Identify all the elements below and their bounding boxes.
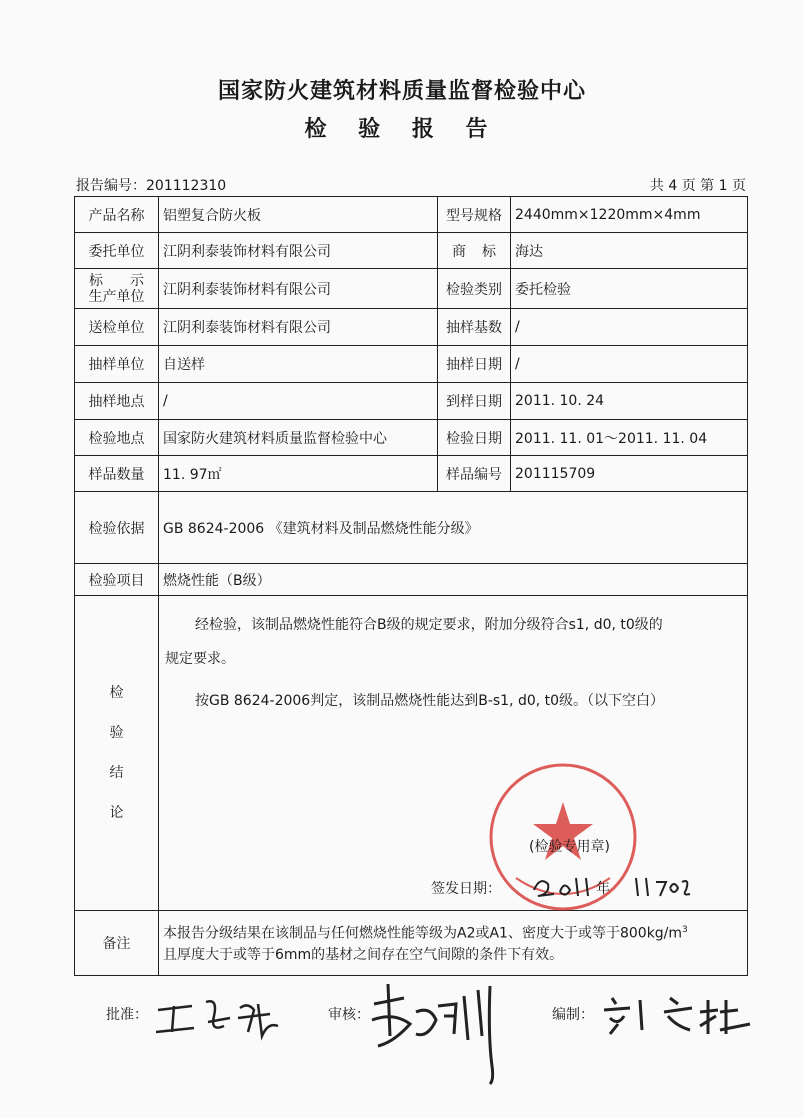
producer-label-a: 标 — [89, 272, 103, 289]
arrive-date-label: 到样日期 — [438, 383, 511, 420]
remark-label: 备注 — [75, 911, 159, 976]
table-row — [75, 911, 748, 976]
sample-date-value: / — [511, 346, 748, 383]
remark-text-2: 且厚度大于或等于6mm的基材之间存在空气间隙的条件下有效。 — [163, 946, 564, 963]
quantity-value: 11. 97㎡ — [159, 456, 438, 492]
table-row — [75, 383, 748, 420]
sample-no-value: 201115709 — [511, 456, 748, 492]
table-row — [75, 420, 748, 456]
brand-label-a: 商 — [452, 243, 466, 260]
producer-label — [75, 269, 159, 309]
table-row — [75, 456, 748, 492]
table-row — [75, 346, 748, 383]
quantity-label: 样品数量 — [75, 456, 159, 492]
document-title: 检 验 报 告 — [304, 117, 500, 142]
basis-label: 检验依据 — [75, 492, 159, 564]
reviewer-signature — [364, 976, 504, 1086]
conclusion-paragraph-2: 按GB 8624-2006判定，该制品燃烧性能达到B-s1, d0, t0级。（以下空白） — [195, 693, 665, 709]
sample-date-label: 抽样日期 — [438, 346, 511, 383]
product-name-value: 铝塑复合防火板 — [159, 197, 438, 233]
sampler-value: 自送样 — [159, 346, 438, 383]
table-row — [75, 197, 748, 233]
table-row — [75, 269, 748, 309]
brand-label-b: 标 — [482, 243, 496, 260]
model-value: 2440mm×1220mm×4mm — [511, 197, 748, 233]
product-name-label: 产品名称 — [75, 197, 159, 233]
table-row — [75, 492, 748, 564]
sample-place-value: / — [159, 383, 438, 420]
table-row — [75, 309, 748, 346]
producer-value: 江阴利泰装饰材料有限公司 — [159, 269, 438, 309]
sample-base-label: 抽样基数 — [438, 309, 511, 346]
remark-text-1: 本报告分级结果在该制品与任何燃烧性能等级为A2或A1、密度大于或等于800kg/m — [163, 925, 683, 942]
sample-place-label: 抽样地点 — [75, 383, 159, 420]
test-place-value: 国家防火建筑材料质量监督检验中心 — [159, 420, 438, 456]
conclusion-body — [159, 596, 748, 911]
sample-base-value: / — [511, 309, 748, 346]
sampler-label: 抽样单位 — [75, 346, 159, 383]
test-place-label: 检验地点 — [75, 420, 159, 456]
conclusion-label-3: 结 — [109, 765, 124, 781]
test-date-label: 检验日期 — [438, 420, 511, 456]
approve-label: 批准： — [106, 1007, 148, 1023]
table-row — [75, 564, 748, 596]
conclusion-label — [75, 596, 159, 911]
client-value: 江阴利泰装饰材料有限公司 — [159, 233, 438, 269]
test-date-value: 2011. 11. 01～2011. 11. 04 — [511, 420, 748, 456]
item-value: 燃烧性能（B级） — [159, 564, 748, 596]
issue-date-year-char: 年 — [596, 881, 610, 897]
conclusion-paragraph-1: 经检验，该制品燃烧性能符合B级的规定要求，附加分级符合s1, d0, t0级的 — [195, 617, 663, 633]
sample-no-label: 样品编号 — [438, 456, 511, 492]
arrive-date-value: 2011. 10. 24 — [511, 383, 748, 420]
report-number: 报告编号：201112310 — [76, 178, 227, 194]
remark-value — [159, 911, 748, 976]
producer-label-b: 示 — [130, 272, 144, 289]
seal-caption: (检验专用章) — [529, 839, 610, 855]
conclusion-label-4: 论 — [109, 805, 124, 821]
issue-date-label: 签发日期： — [431, 881, 501, 897]
brand-value: 海达 — [511, 233, 748, 269]
page-count: 共 4 页 第 1 页 — [649, 178, 746, 194]
review-label: 审核： — [328, 1007, 370, 1023]
conclusion-label-1: 检 — [109, 685, 124, 701]
sender-label: 送检单位 — [75, 309, 159, 346]
remark-superscript: 3 — [682, 925, 688, 936]
sender-value: 江阴利泰装饰材料有限公司 — [159, 309, 438, 346]
inspect-type-label: 检验类别 — [438, 269, 511, 309]
basis-value: GB 8624-2006 《建筑材料及制品燃烧性能分级》 — [159, 492, 748, 564]
conclusion-label-2: 验 — [109, 725, 124, 741]
inspect-type-value: 委托检验 — [511, 269, 748, 309]
table-row — [75, 233, 748, 269]
issue-date-handwriting — [520, 868, 700, 900]
client-label: 委托单位 — [75, 233, 159, 269]
edit-label: 编制： — [552, 1007, 594, 1023]
producer-label-c: 生产单位 — [88, 288, 145, 305]
editor-signature — [600, 990, 760, 1040]
brand-label — [438, 233, 511, 269]
table-row — [75, 596, 748, 911]
conclusion-paragraph-1-cont: 规定要求。 — [165, 651, 235, 667]
model-label: 型号规格 — [438, 197, 511, 233]
approver-signature — [148, 992, 288, 1042]
organization-title: 国家防火建筑材料质量监督检验中心 — [217, 79, 586, 104]
report-table — [74, 196, 748, 976]
item-label: 检验项目 — [75, 564, 159, 596]
